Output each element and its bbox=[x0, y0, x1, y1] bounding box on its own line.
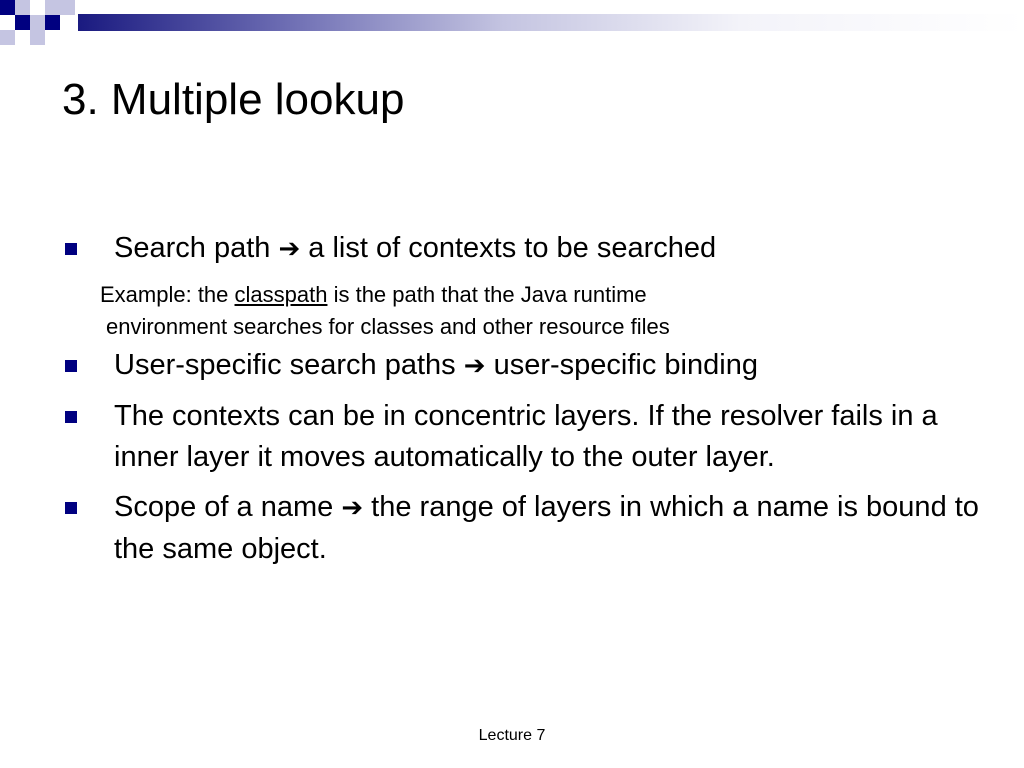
decor-square bbox=[30, 15, 45, 30]
decor-square bbox=[45, 0, 60, 15]
example-rest: is the path that the Java runtime bbox=[327, 282, 647, 307]
slide-title: 3. Multiple lookup bbox=[62, 75, 405, 124]
decor-square bbox=[0, 30, 15, 45]
header-decoration bbox=[0, 0, 1024, 48]
bullet-text: User-specific search paths bbox=[114, 349, 464, 381]
bullet-item bbox=[62, 228, 982, 270]
bullet-item bbox=[62, 396, 982, 478]
slide-footer: Lecture 7 bbox=[478, 727, 546, 744]
arrow-right-icon: ➔ bbox=[463, 351, 486, 381]
bullet-item bbox=[62, 487, 982, 570]
bullet-square-icon bbox=[65, 243, 77, 255]
bullet-square-icon bbox=[65, 502, 77, 514]
arrow-right-icon: ➔ bbox=[278, 234, 301, 264]
bullet-text: The contexts can be in concentric layers. If the resolver fails in a inner layer it moves automatically to the outer layer. bbox=[114, 400, 938, 473]
bullet-item bbox=[62, 345, 982, 387]
decor-square bbox=[15, 15, 30, 30]
decor-square bbox=[0, 0, 15, 15]
bullet-text: the range of layers in which a name is bound to the same object. bbox=[114, 491, 979, 565]
example-prefix: Example: the bbox=[100, 282, 235, 307]
bullet-text: Search path bbox=[114, 232, 279, 264]
classpath-link[interactable]: classpath bbox=[234, 282, 328, 307]
decor-square bbox=[45, 15, 60, 30]
example-note bbox=[62, 279, 982, 343]
example-line-2: environment searches for classes and other resource files bbox=[106, 314, 670, 339]
bullet-list bbox=[62, 228, 982, 579]
decor-square bbox=[15, 0, 30, 15]
arrow-right-icon: ➔ bbox=[341, 493, 364, 523]
bullet-square-icon bbox=[65, 411, 77, 423]
bullet-square-icon bbox=[65, 360, 77, 372]
bullet-text: user-specific binding bbox=[485, 349, 758, 381]
example-line bbox=[100, 279, 982, 311]
decor-square bbox=[60, 0, 75, 15]
header-gradient-bar bbox=[78, 14, 1024, 31]
bullet-text: a list of contexts to be searched bbox=[300, 232, 717, 264]
bullet-text: Scope of a name bbox=[114, 491, 342, 523]
decor-square bbox=[30, 30, 45, 45]
